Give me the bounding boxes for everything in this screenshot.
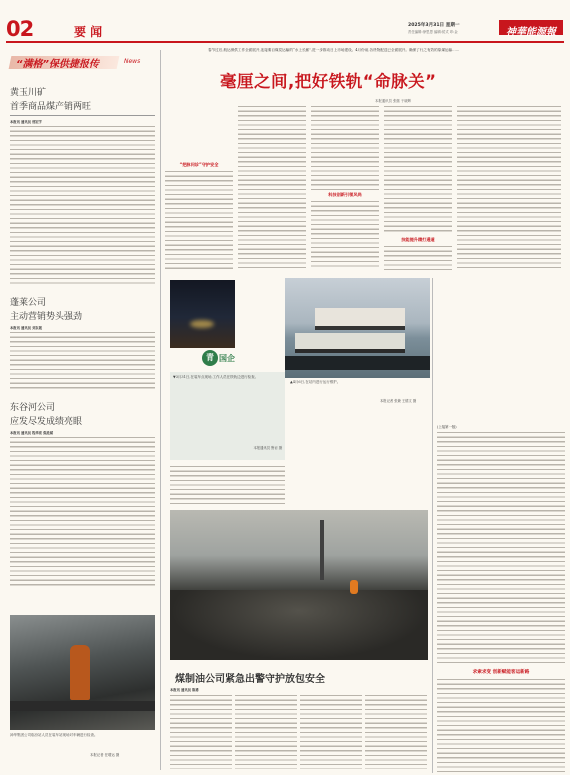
logo-badge: 青 bbox=[202, 350, 218, 366]
photo-ship-1 bbox=[315, 308, 405, 330]
banner-title: “满格”保供捷报传 bbox=[16, 59, 99, 70]
story-body-lines bbox=[10, 331, 155, 391]
story-headline: 东谷河公司 bbox=[10, 403, 56, 413]
issue-editors: 责任编辑:徐思思 编辑:侯式 印:金 bbox=[408, 30, 458, 34]
state-enterprise-logo bbox=[202, 350, 238, 366]
bottom-col-2 bbox=[235, 694, 297, 769]
bottom-story-byline: 本报讯 通讯员 陈勇 bbox=[170, 688, 199, 692]
photo-barge bbox=[285, 356, 430, 370]
right-col-divider bbox=[432, 278, 433, 773]
header-red-rule bbox=[6, 41, 564, 43]
brand-name: 神華能源報 bbox=[506, 27, 556, 38]
left-story-2 bbox=[10, 295, 155, 391]
feature-col-5 bbox=[457, 105, 561, 270]
right-column-subhead: 求索求变 创新赋能客运新路 bbox=[472, 670, 530, 675]
feature-body bbox=[165, 105, 563, 275]
left-story-3 bbox=[10, 400, 155, 586]
right-column-sign: (上接第一版) bbox=[437, 425, 457, 429]
story-headline-sub: 主动营销势头强劲 bbox=[10, 312, 83, 322]
logo-text: 国企 bbox=[219, 354, 235, 363]
feature-col-3-bottom-lines bbox=[311, 200, 379, 268]
right-column-top-lines bbox=[437, 431, 565, 666]
mid-caption-box bbox=[170, 372, 285, 460]
story-byline: 本报讯 通讯员 邢宏宇 bbox=[10, 120, 42, 124]
section-title: 要 闻 bbox=[74, 25, 103, 39]
left-photo-credit: 本报记者 任增运 摄 bbox=[90, 753, 120, 757]
feature-col-1-lines bbox=[165, 170, 233, 270]
page-number: 02 bbox=[6, 17, 34, 41]
mid-text-block bbox=[170, 465, 285, 505]
mid-caption-credit: 本报通讯员 鲁岩 摄 bbox=[253, 446, 282, 450]
mid-caption-text: ▼3月31日,在装车点现场,工作人员在铁轨边进行检查。 bbox=[173, 375, 259, 379]
river-photo-credit: 本报记者 张兼 王德文 摄 bbox=[380, 399, 417, 403]
story-headline-sub: 应发尽发成绩亮眼 bbox=[10, 417, 83, 427]
story-body-lines bbox=[10, 436, 155, 586]
photo-ship-2 bbox=[295, 333, 405, 353]
bottom-col-4 bbox=[365, 694, 427, 769]
right-column bbox=[437, 400, 565, 770]
report-banner bbox=[6, 50, 154, 80]
header-date bbox=[408, 22, 498, 34]
story-headline: 黄玉川矿 bbox=[10, 88, 47, 98]
left-photo-caption: 神华集团公司临汾站人员在装车站现场对车辆进行检查。 bbox=[10, 733, 98, 737]
bottom-story-body bbox=[170, 694, 428, 769]
left-photo-rail-car bbox=[10, 615, 155, 730]
photo-rail-beam bbox=[10, 701, 155, 711]
feature-col-4 bbox=[384, 105, 452, 270]
lead-text: 春节过后,航运保供工作全面展开,连接秦百煤炭运输的“水上长廊”,进一步推动日上市场建设。4月份前,各货物配送已全面展开。确保了行之有效的原煤运输…… bbox=[208, 48, 460, 52]
photo-crane bbox=[320, 520, 324, 580]
feature-col-2 bbox=[238, 105, 306, 270]
feature-title: 毫厘之间,把好铁轨“命脉关” bbox=[220, 72, 437, 91]
feature-col-3 bbox=[311, 105, 379, 270]
banner-en-label: News bbox=[124, 58, 141, 65]
left-col-divider bbox=[160, 50, 161, 770]
bottom-col-3 bbox=[300, 694, 362, 769]
mid-photo-night bbox=[170, 280, 235, 348]
feature-subhead-2: 科技创新引领风尚 bbox=[328, 192, 362, 197]
bottom-col-1 bbox=[170, 694, 232, 769]
story-headline: 蓬莱公司 bbox=[10, 298, 47, 308]
story-byline: 本报讯 通讯员 刘东晟 bbox=[10, 326, 42, 330]
river-photo-caption: ▲4月6日,在站内进行运行维护。 bbox=[290, 380, 341, 384]
story-headline-sub: 首季商品煤产销两旺 bbox=[10, 102, 92, 112]
feature-col-4-bottom-lines bbox=[384, 245, 452, 270]
coal-barge-photo bbox=[170, 510, 428, 660]
feature-subhead-3: 技能提升精打通道 bbox=[401, 237, 435, 242]
photo-light-spot bbox=[190, 320, 214, 328]
bottom-story-title: 煤制油公司紧急出警守护放包安全 bbox=[175, 674, 325, 685]
photo-coal-pile bbox=[170, 590, 428, 660]
right-column-bottom-lines bbox=[437, 678, 565, 773]
photo-worker-orange bbox=[350, 580, 358, 594]
feature-col-4-top-lines bbox=[384, 105, 452, 235]
river-photo bbox=[285, 278, 430, 378]
brand-logo bbox=[499, 20, 563, 38]
photo-worker-figure bbox=[70, 645, 90, 700]
feature-col-1 bbox=[165, 105, 233, 270]
issue-date: 2025年3月31日 星期一 bbox=[408, 23, 460, 28]
left-story-1 bbox=[10, 85, 155, 285]
story-byline: 本报讯 通讯员 程华亮 焦延斌 bbox=[10, 431, 54, 435]
feature-byline: 本报通讯员 张继 于晓辉 bbox=[375, 99, 412, 103]
feature-subhead-1: “把脉问诊”守护安全 bbox=[179, 162, 219, 167]
story-body-lines bbox=[10, 125, 155, 285]
feature-col-3-top-lines bbox=[311, 105, 379, 190]
story-headline-rule bbox=[10, 115, 155, 116]
